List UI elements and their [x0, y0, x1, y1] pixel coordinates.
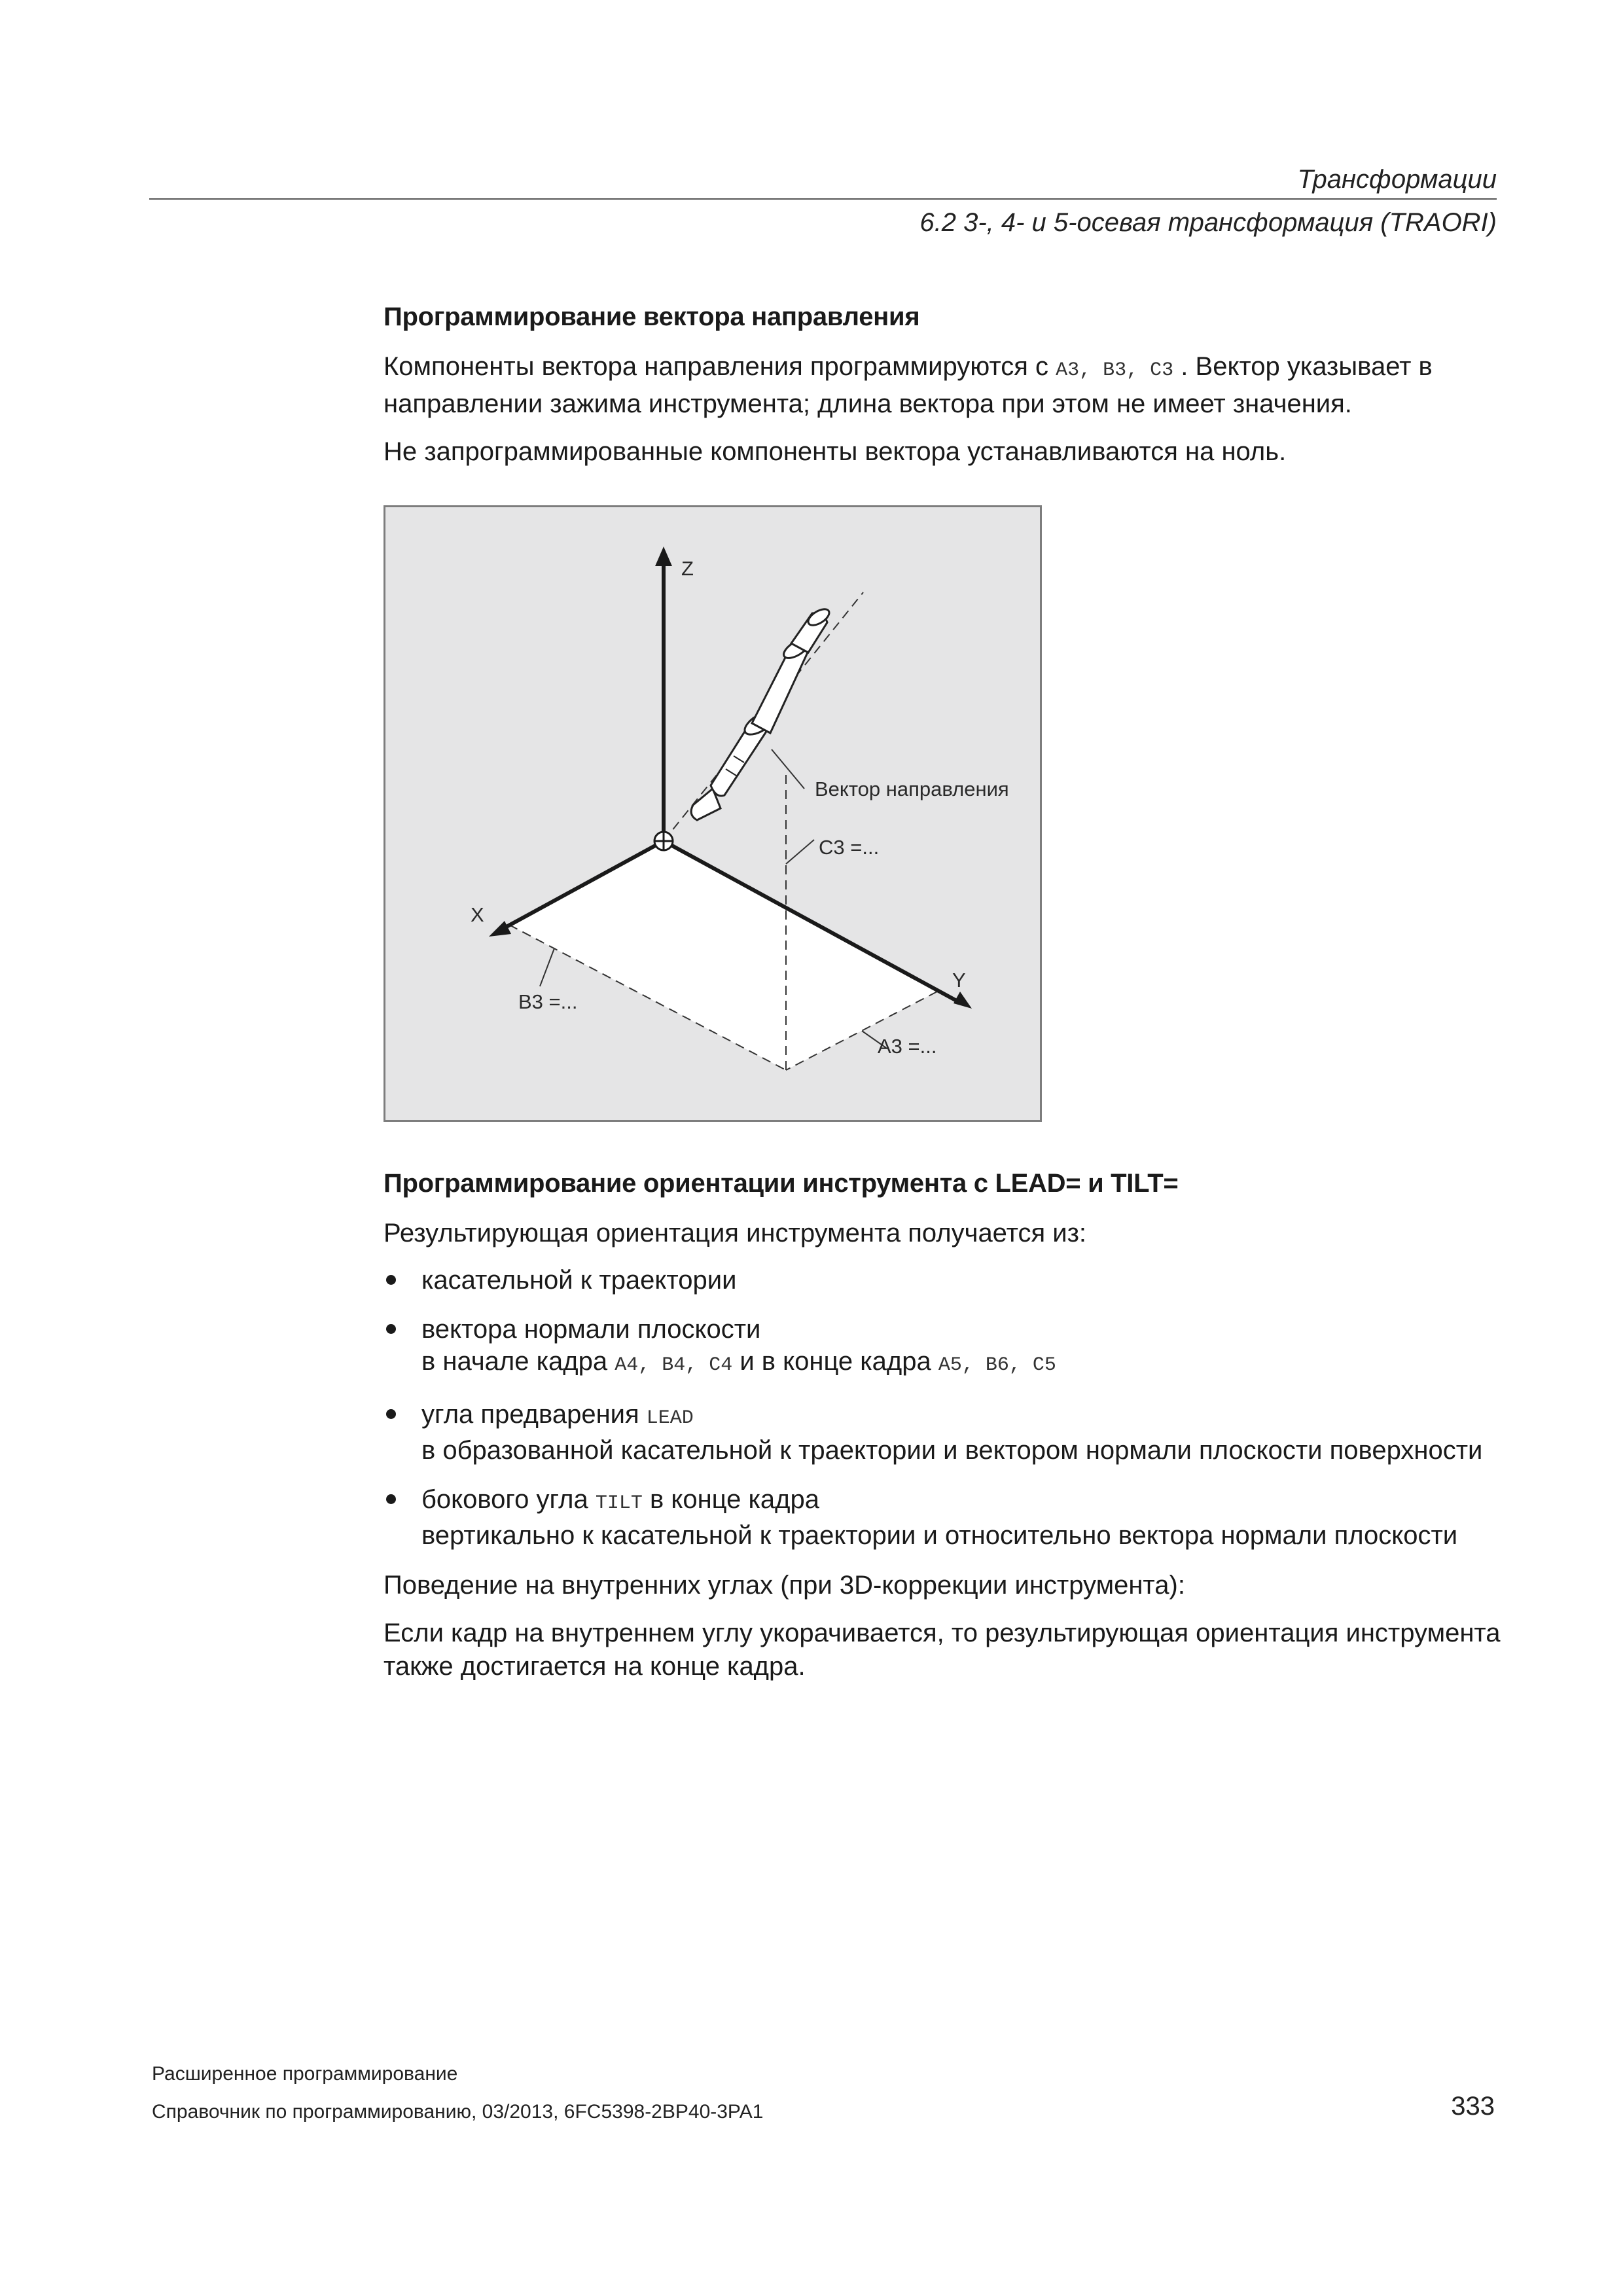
label-axis-x: X [471, 903, 484, 926]
section-heading-direction-vector: Программирование вектора направления [383, 302, 920, 331]
label-axis-y: Y [952, 969, 966, 992]
paragraph-unprogrammed-components: Не запрограммированные компоненты вектора устанавливаются на ноль. [383, 437, 1287, 466]
direction-vector-figure [383, 505, 1042, 1122]
header-chapter: Трансформации [1297, 165, 1497, 194]
text: и в конце кадра [732, 1347, 938, 1376]
code-lead: LEAD [646, 1407, 694, 1429]
text: . Вектор указывает в направлении зажима инструмента; длина вектора при этом не имеет значения. [383, 352, 1433, 418]
bullet-dot [386, 1409, 396, 1419]
leader-vector [772, 749, 804, 789]
text: угла предварения [421, 1400, 647, 1429]
list-item [383, 1399, 1509, 1467]
label-b3: B3 =... [518, 990, 578, 1013]
paragraph-inner-corners: Поведение на внутренних углах (при 3D-коррекции инструмента): [383, 1571, 1185, 1600]
text: вертикально к касательной к траектории и относительно вектора нормали плоскости [421, 1521, 1458, 1550]
paragraph-vector-components [383, 350, 1509, 421]
footer-title: Расширенное программирование [152, 2063, 458, 2085]
code-a4-b4-c4: A4, B4, C4 [615, 1354, 733, 1376]
footer-reference: Справочник по программированию, 03/2013, 6FC5398-2BP40-3PA1 [152, 2101, 764, 2123]
header-rule [149, 198, 1497, 200]
label-c3: C3 =... [819, 836, 880, 859]
orientation-components-list [383, 1265, 1509, 1552]
text: вектора нормали плоскости [421, 1315, 761, 1344]
list-item [383, 1484, 1509, 1552]
text: бокового угла [421, 1485, 596, 1514]
tool-drawing [691, 606, 832, 820]
figure-drawing [385, 507, 1040, 1120]
code-tilt: TILT [595, 1492, 643, 1515]
paragraph-resulting-orientation: Результирующая ориентация инструмента получается из: [383, 1219, 1087, 1247]
header-section: 6.2 3-, 4- и 5-осевая трансформация (TRAORI) [919, 208, 1497, 237]
list-item [383, 1314, 1509, 1382]
page-number: 333 [1451, 2092, 1495, 2121]
text: в образованной касательной к траектории и вектором нормали плоскости поверхности [421, 1436, 1483, 1465]
leader-c3 [786, 840, 814, 864]
label-direction-vector: Вектор направления [815, 778, 1009, 800]
axis-y-arrowhead [954, 992, 972, 1009]
axis-x-arrowhead [489, 921, 511, 937]
list-item [383, 1265, 1509, 1297]
bullet-dot [386, 1324, 396, 1334]
text: касательной к траектории [421, 1266, 737, 1295]
paragraph-shortened-block: Если кадр на внутреннем углу укорачивается, то результирующая ориентация инструмента также достигается на конце кадра. [383, 1619, 1501, 1681]
leader-b3 [540, 948, 554, 986]
text: в конце кадра [642, 1485, 819, 1514]
label-a3: A3 =... [878, 1035, 937, 1058]
page-content [383, 302, 1509, 1698]
code-a3-b3-c3: A3, B3, C3 [1056, 359, 1174, 382]
section-heading-lead-tilt: Программирование ориентации инструмента с LEAD= и TILT= [383, 1169, 1179, 1198]
label-axis-z: Z [681, 557, 694, 580]
code-a5-b6-c5: A5, B6, C5 [938, 1354, 1056, 1376]
axis-z-arrowhead [655, 547, 672, 566]
bullet-dot [386, 1494, 396, 1504]
text: в начале кадра [421, 1347, 615, 1376]
bullet-dot [386, 1275, 396, 1285]
text: Компоненты вектора направления программируются с [383, 352, 1056, 381]
